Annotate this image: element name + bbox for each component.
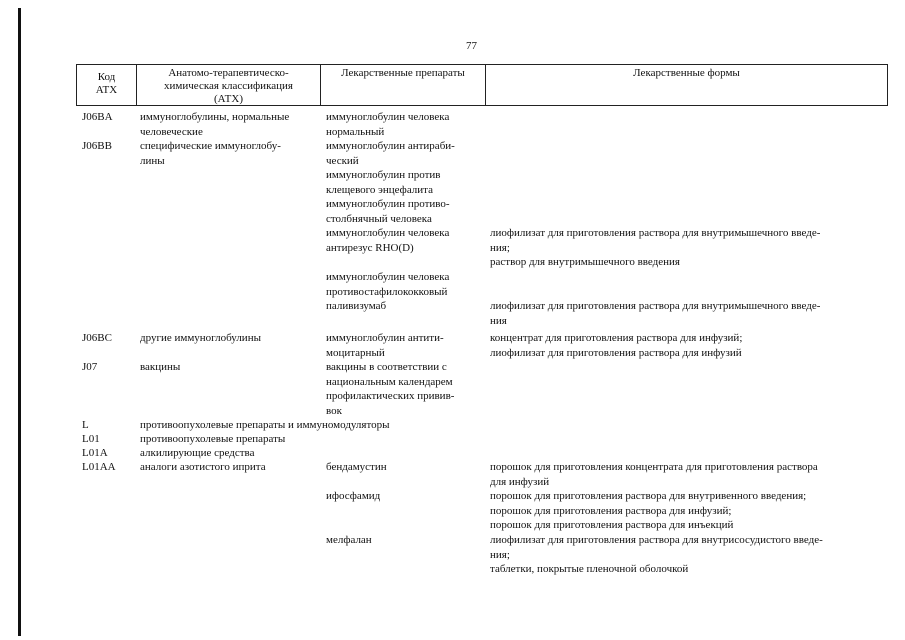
row-code: L [82, 419, 89, 431]
row-classification: противоопухолевые препараты [140, 433, 286, 445]
drug-name: вакцины в соответствии с национальным календарем профилактических привив- вок [326, 361, 455, 417]
drug-name: мелфалан [326, 534, 372, 546]
drug-name: иммуноглобулин против клещевого энцефалита [326, 169, 441, 196]
header-forms: Лекарственные формы [633, 67, 740, 79]
drug-name: паливизумаб [326, 300, 387, 312]
drug-name: иммуноглобулин человека нормальный [326, 111, 450, 138]
dosage-form: порошок для приготовления концентрата для приготовления раствора для инфузий [490, 461, 818, 488]
header-drugs: Лекарственные препараты [341, 67, 465, 79]
row-classification: аналоги азотистого иприта [140, 461, 266, 473]
scan-edge-bar [18, 8, 21, 636]
drug-name: бендамустин [326, 461, 387, 473]
row-code: L01AA [82, 461, 116, 473]
drug-name: иммуноглобулин человека антирезус RHO(D) [326, 227, 450, 254]
row-code: L01A [82, 447, 108, 459]
header-code: Код ATX [95, 71, 118, 96]
dosage-form: концентрат для приготовления раствора для инфузий; лиофилизат для приготовления раствора для инфузий [490, 332, 743, 359]
drug-name: иммуноглобулин антираби- ческий [326, 140, 455, 167]
row-code: J06BB [82, 140, 112, 152]
dosage-form: лиофилизат для приготовления раствора для внутримышечного введе- ния; раствор для внутримышечного введения [490, 227, 821, 268]
dosage-form: лиофилизат для приготовления раствора для внутрисосудистого введе- ния; таблетки, покрытые пленочной оболочкой [490, 534, 823, 575]
row-code: J06BC [82, 332, 112, 344]
row-code: L01 [82, 433, 100, 445]
drug-name: ифосфамид [326, 490, 381, 502]
page-number: 77 [466, 40, 477, 52]
row-classification: алкилирующие средства [140, 447, 255, 459]
header-classification: Анатомо-терапевтическо- химическая классификация (АТХ) [164, 67, 293, 105]
drug-name: иммуноглобулин противо- столбнячный человека [326, 198, 450, 225]
drug-name: иммуноглобулин антити- моцитарный [326, 332, 444, 359]
row-classification: иммуноглобулины, нормальные человеческие [140, 111, 290, 138]
row-code: J06BA [82, 111, 113, 123]
dosage-form: порошок для приготовления раствора для внутривенного введения; порошок для приготовления раствора для инфузий; порошок для приготовления раствора для инъекций [490, 490, 807, 531]
dosage-form: лиофилизат для приготовления раствора для внутримышечного введе- ния [490, 300, 821, 327]
drug-name: иммуноглобулин человека противостафилококковый [326, 271, 450, 298]
row-classification: противоопухолевые препараты и иммуномодуляторы [140, 419, 390, 431]
row-classification: специфические иммуноглобу- лины [140, 140, 281, 167]
row-code: J07 [82, 361, 98, 373]
row-classification: другие иммуноглобулины [140, 332, 261, 344]
row-classification: вакцины [140, 361, 181, 373]
table-header [76, 64, 888, 106]
